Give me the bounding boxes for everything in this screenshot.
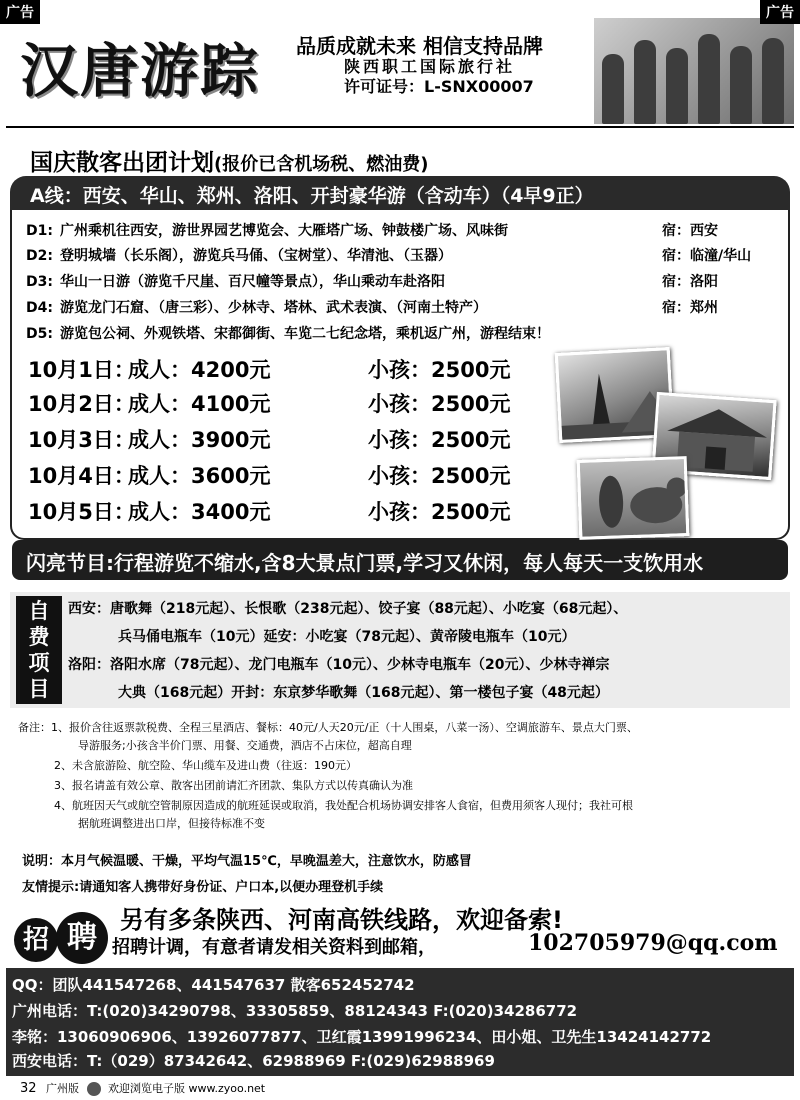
contact-persons: 李铭：13060906906、13926077877、卫红霞13991996234、田小姐、卫先生13424142772: [12, 1028, 712, 1046]
optional-line: 兵马俑电瓶车（10元）延安：小吃宴（78元起）、黄帝陵电瓶车（10元）: [118, 629, 576, 645]
note-line: 2、未含旅游险、航空险、华山缆车及进山费（往返：190元）: [54, 759, 357, 772]
horse-statue-icon: [580, 459, 690, 540]
price-adult: 成人：4100元: [128, 392, 271, 416]
terracotta-warriors-image: [594, 18, 794, 124]
price-child: 小孩：2500元: [368, 428, 511, 452]
price-date: 10月2日：: [28, 392, 135, 416]
note-line: 备注：1、报价含往返票款税费、全程三星酒店、餐标：40元/人天20元/正（十人围桌，八菜一汤）、空调旅游车、景点大门票、: [18, 721, 638, 734]
day-code: D1:: [26, 223, 53, 239]
license-number: 许可证号：L-SNX00007: [344, 77, 534, 96]
price-date: 10月5日：: [28, 500, 135, 524]
itinerary-day-5: [26, 323, 550, 345]
contact-xian: 西安电话：T:（029）87342642、62988969 F:(029)62988969: [12, 1052, 495, 1070]
optional-label-char: 费: [28, 625, 50, 649]
optional-items-box: [10, 592, 790, 708]
optional-label-char: 目: [28, 677, 50, 701]
ad-tag-left: 广告: [0, 0, 40, 24]
price-adult: 成人：3600元: [128, 464, 271, 488]
price-child: 小孩：2500元: [368, 392, 511, 416]
day-code: D5:: [26, 326, 53, 342]
price-adult: 成人：3900元: [128, 428, 271, 452]
itinerary-day-3: [26, 271, 445, 293]
friendly-tip-text: 友情提示:请通知客人携带好身份证、户口本,以便办理登机手续: [22, 880, 384, 895]
terracotta-horses-photo: [577, 456, 690, 540]
day-code: D2:: [26, 248, 53, 264]
hiring-text: 招聘计调，有意者请发相关资料到邮箱，: [112, 937, 436, 958]
note-line: 4、航班因天气或航空管制原因造成的航班延误或取消，我处配合机场协调安排客人食宿，但费用须客人现付；我社可根: [54, 799, 633, 812]
optional-line: 西安：唐歌舞（218元起）、长恨歌（238元起）、饺子宴（88元起）、小吃宴（68元起）、: [68, 601, 628, 617]
edition-badge-icon: [87, 1082, 101, 1096]
page-number: 32: [20, 1081, 37, 1096]
note-line: 3、报名请盖有效公章、散客出团前请汇齐团款、集队方式以传真确认为准: [54, 779, 413, 792]
price-date: 10月4日：: [28, 464, 135, 488]
optional-line: 洛阳：洛阳水席（78元起）、龙门电瓶车（10元）、少林寺电瓶车（20元）、少林寺禅宗: [68, 657, 610, 673]
note-line: 据航班调整进出口岸，但接待标准不变: [78, 817, 265, 830]
stay-day-4: 宿：郑州: [662, 300, 718, 316]
hiring-badge-char: 聘: [56, 912, 108, 964]
price-child: 小孩：2500元: [368, 358, 511, 382]
footer-site-link[interactable]: www.zyoo.net: [188, 1082, 266, 1095]
route-title: A线：西安、华山、郑州、洛阳、开封豪华游（含动车）（4早9正）: [10, 176, 790, 210]
optional-label: [16, 596, 62, 704]
price-adult: 成人：4200元: [128, 358, 271, 382]
contact-qq: QQ：团队441547268、441547637 散客652452742: [12, 976, 415, 994]
day-code: D3:: [26, 274, 53, 290]
itinerary-day-1: [26, 220, 508, 242]
itinerary-day-4: [26, 297, 487, 319]
contact-guangzhou: 广州电话：T:(020)34290798、33305859、88124343 F:(020)34286772: [12, 1002, 578, 1020]
explanation-text: 说明：本月气候温暖、干燥，平均气温15℃，早晚温差大，注意饮水，防感冒: [22, 854, 472, 869]
header: [6, 18, 794, 128]
hiring-email[interactable]: 102705979@qq.com: [528, 930, 778, 956]
agency-name: 陕西职工国际旅行社: [344, 57, 516, 76]
optional-label-char: 自: [28, 599, 50, 623]
day-text: 广州乘机往西安，游世界园艺博览会、大雁塔广场、钟鼓楼广场、风味街: [60, 223, 508, 239]
hiring-badge: [14, 910, 114, 966]
brand-logo: 汉唐游踪: [20, 37, 261, 105]
day-text: 华山一日游（游览千尺崖、百尺幢等景点），华山乘动车赴洛阳: [60, 274, 445, 290]
footer-slogan: 欢迎浏览电子版: [108, 1082, 186, 1095]
price-date: 10月1日：: [28, 358, 135, 382]
optional-line: 大典（168元起）开封：东京梦华歌舞（168元起）、第一楼包子宴（48元起）: [118, 685, 609, 701]
optional-label-char: 项: [28, 651, 50, 675]
edition-label: 广州版: [46, 1082, 80, 1095]
contact-box: [6, 968, 794, 1076]
ad-tag-right: 广告: [760, 0, 800, 24]
price-child: 小孩：2500元: [368, 464, 511, 488]
day-text: 游览包公祠、外观铁塔、宋都御街、车览二七纪念塔，乘机返广州，游程结束！: [60, 326, 550, 342]
itinerary-day-2: [26, 245, 452, 267]
price-adult: 成人：3400元: [128, 500, 271, 524]
day-code: D4:: [26, 300, 53, 316]
tagline: 品质成就未来 相信支持品牌: [296, 34, 543, 58]
footer: [20, 1080, 265, 1096]
itinerary-box: [10, 210, 790, 540]
stay-day-1: 宿：西安: [662, 223, 718, 239]
highlight-banner: 闪亮节目:行程游览不缩水,含8大景点门票,学习又休闲，每人每天一支饮用水: [12, 540, 788, 580]
more-routes-text: 另有多条陕西、河南高铁线路，欢迎备索!: [120, 906, 563, 934]
price-child: 小孩：2500元: [368, 500, 511, 524]
stay-day-2: 宿：临潼/华山: [662, 248, 752, 264]
day-text: 游览龙门石窟、（唐三彩）、少林寺、塔林、武术表演、（河南土特产）: [60, 300, 487, 316]
hiring-badge-char: 招: [14, 918, 58, 962]
plan-title: [30, 144, 428, 177]
plan-title-text: 国庆散客出团计划: [30, 150, 214, 176]
plan-title-note: (报价已含机场税、燃油费): [214, 154, 429, 175]
note-line: 导游服务;小孩含半价门票、用餐、交通费，酒店不占床位，超高自理: [78, 739, 412, 752]
day-text: 登明城墙（长乐阁），游览兵马俑、（宝树堂）、华清池、（玉器）: [60, 248, 452, 264]
stay-day-3: 宿：洛阳: [662, 274, 718, 290]
price-date: 10月3日：: [28, 428, 135, 452]
